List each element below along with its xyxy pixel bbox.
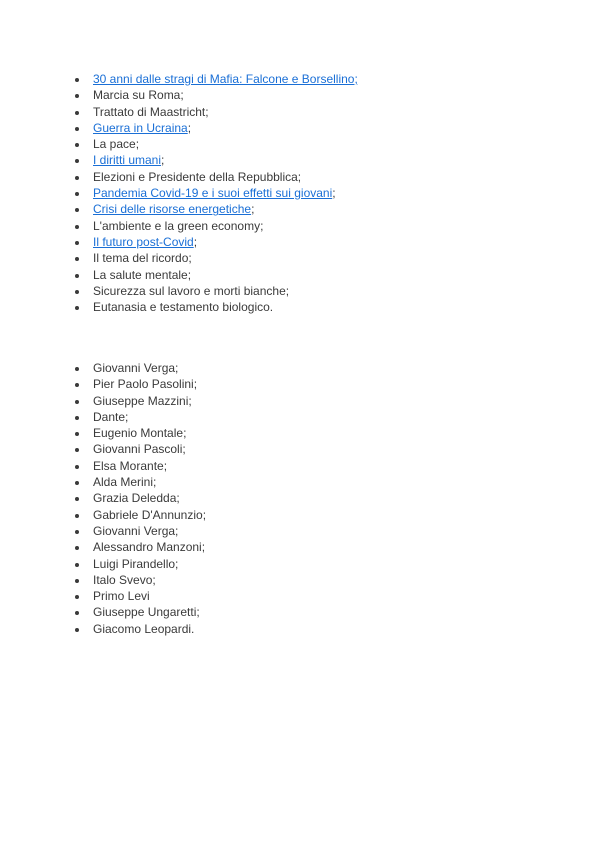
bullet-icon [75, 497, 79, 501]
list-item [75, 201, 555, 217]
list-item [75, 376, 555, 392]
list-item [75, 572, 555, 588]
bullet-icon [75, 400, 79, 404]
list-item [75, 234, 555, 250]
list-item [75, 490, 555, 506]
topic-text: Sicurezza sul lavoro e morti bianche; [93, 283, 290, 298]
bullet-icon [75, 274, 79, 278]
topic-suffix: ; [193, 234, 198, 249]
list-item [75, 71, 555, 87]
list-item [75, 393, 555, 409]
author-text: Primo Levi [93, 589, 150, 604]
authors-list [75, 360, 555, 637]
author-text: Giuseppe Ungaretti; [93, 605, 200, 620]
author-text: Italo Svevo; [93, 572, 156, 587]
list-item [75, 588, 555, 604]
bullet-icon [75, 143, 79, 147]
bullet-icon [75, 383, 79, 387]
list-item [75, 87, 555, 103]
list-item [75, 120, 555, 136]
list-item [75, 250, 555, 266]
author-text: Elsa Morante; [93, 458, 168, 473]
bullet-icon [75, 481, 79, 485]
topic-text: Il tema del ricordo; [93, 251, 192, 266]
list-item [75, 152, 555, 168]
topic-text: Eutanasia e testamento biologico. [93, 300, 274, 315]
topic-suffix: ; [332, 186, 336, 201]
topic-link[interactable]: Pandemia Covid-19 e i suoi effetti sui giovani [93, 186, 333, 201]
list-item [75, 136, 555, 152]
topic-link[interactable]: Guerra in Ucraina [93, 120, 188, 135]
author-text: Grazia Deledda; [93, 491, 180, 506]
list-item [75, 441, 555, 457]
topic-text: Elezioni e Presidente della Repubblica; [93, 169, 302, 184]
list-item [75, 621, 555, 637]
bullet-icon [75, 192, 79, 196]
bullet-icon [75, 416, 79, 420]
author-text: Gabriele D'Annunzio; [93, 507, 207, 522]
author-text: Alda Merini; [93, 475, 157, 490]
bullet-icon [75, 127, 79, 131]
bullet-icon [75, 290, 79, 294]
bullet-icon [75, 94, 79, 98]
bullet-icon [75, 546, 79, 550]
bullet-icon [75, 367, 79, 371]
author-text: Giovanni Verga; [93, 523, 179, 538]
bullet-icon [75, 176, 79, 180]
bullet-icon [75, 514, 79, 518]
list-item [75, 556, 555, 572]
author-text: Giuseppe Mazzini; [93, 393, 192, 408]
author-text: Eugenio Montale; [93, 426, 187, 441]
list-item [75, 458, 555, 474]
list-item [75, 425, 555, 441]
list-item [75, 299, 555, 315]
topic-suffix: ; [251, 202, 255, 217]
topic-text: Trattato di Maastricht; [93, 104, 209, 119]
topic-text: L'ambiente e la green economy; [93, 218, 264, 233]
topic-link[interactable]: Il futuro post-Covid [93, 234, 194, 249]
bullet-icon [75, 563, 79, 567]
topic-suffix: ; [161, 153, 165, 168]
list-item [75, 360, 555, 376]
topic-link[interactable]: 30 anni dalle stragi di Mafia: Falcone e Borsellino; [93, 72, 358, 86]
list-item [75, 409, 555, 425]
bullet-icon [75, 78, 79, 82]
bullet-icon [75, 448, 79, 452]
bullet-icon [75, 306, 79, 310]
topic-suffix: ; [187, 120, 192, 135]
bullet-icon [75, 159, 79, 163]
list-item [75, 523, 555, 539]
list-item [75, 104, 555, 120]
bullet-icon [75, 628, 79, 632]
bullet-icon [75, 530, 79, 534]
list-item [75, 507, 555, 523]
bullet-icon [75, 208, 79, 212]
author-text: Giovanni Verga; [93, 361, 179, 375]
author-text: Giacomo Leopardi. [93, 621, 195, 636]
bullet-icon [75, 241, 79, 245]
list-item [75, 283, 555, 299]
topic-link[interactable]: Crisi delle risorse energetiche [93, 202, 252, 217]
bullet-icon [75, 465, 79, 469]
bullet-icon [75, 611, 79, 615]
topic-link[interactable]: I diritti umani [93, 153, 162, 168]
topic-text: La salute mentale; [93, 267, 192, 282]
author-text: Dante; [93, 409, 129, 424]
list-item [75, 474, 555, 490]
bullet-icon [75, 257, 79, 261]
bullet-icon [75, 111, 79, 115]
author-text: Giovanni Pascoli; [93, 442, 186, 457]
list-item [75, 267, 555, 283]
list-item [75, 218, 555, 234]
bullet-icon [75, 595, 79, 599]
author-text: Pier Paolo Pasolini; [93, 377, 198, 392]
author-text: Alessandro Manzoni; [93, 540, 206, 555]
bullet-icon [75, 579, 79, 583]
list-item [75, 185, 555, 201]
list-item [75, 169, 555, 185]
bullet-icon [75, 225, 79, 229]
bullet-icon [75, 432, 79, 436]
topic-text: La pace; [93, 137, 140, 152]
list-item [75, 539, 555, 555]
author-text: Luigi Pirandello; [93, 556, 179, 571]
topic-text: Marcia su Roma; [93, 88, 184, 103]
topics-list [75, 71, 555, 315]
list-item [75, 604, 555, 620]
